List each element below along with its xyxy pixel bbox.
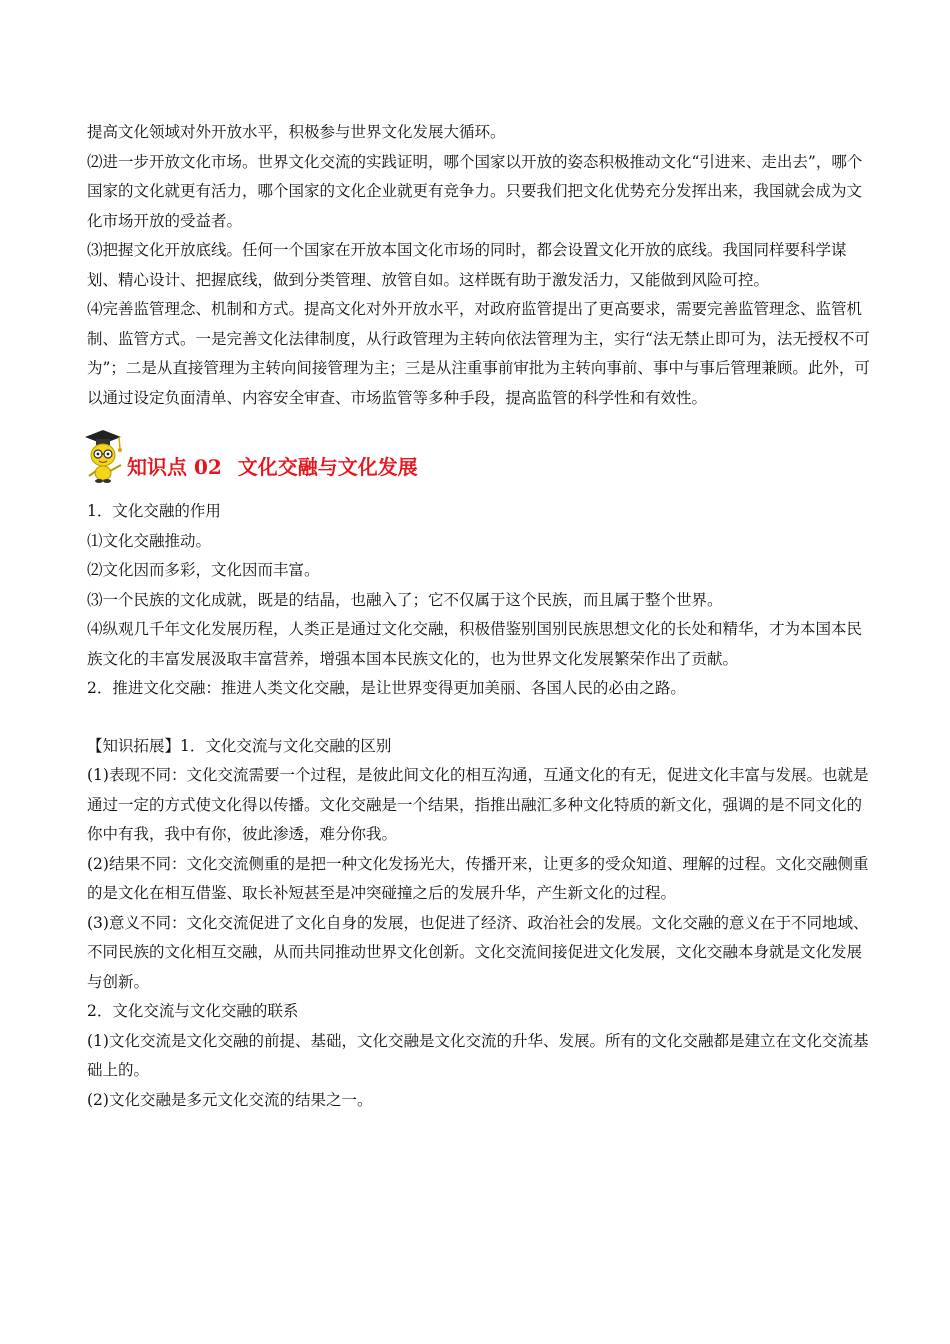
extension-heading (87, 732, 877, 762)
paragraph: 提高文化领域对外开放水平，积极参与世界文化发展大循环。 (87, 123, 506, 141)
extension-label: 【知识拓展】 (87, 736, 181, 755)
paragraph: ⑷完善监管理念、机制和方式。提高文化对外开放水平，对政府监管提出了更高要求，需要完善监管理念、监管机制、监管方式。一是完善文化法律制度，从行政管理为主转向依法管理为主，实行“法无禁止即可为，法无授权不可为”；二是从直接管理为主转向间接管理为主；三是从注重事前审批为主转向事前、事中与事后管理兼顾。此外，可以通过设定负面清单、内容安全审查、市场监管等多种手段，提高监管的科学性和有效性。 (87, 300, 870, 407)
paragraph: ⑶把握文化开放底线。任何一个国家在开放本国文化市场的同时，都会设置文化开放的底线。我国同样要科学谋划、精心设计、把握底线，做到分类管理、放管自如。这样既有助于激发活力，又能做到风险可控。 (87, 241, 847, 289)
knowledge-point-header (87, 427, 877, 497)
section-spacer (87, 704, 877, 732)
document-page (87, 118, 877, 1115)
paragraph: ⑴文化交融推动。 (87, 531, 212, 550)
scholar-mascot-icon (81, 427, 125, 485)
paragraph: ⑶一个民族的文化成就，既是的结晶，也融入了；它不仅属于这个民族，而且属于整个世界。 (87, 590, 723, 609)
paragraph: ⑵文化因而多彩，文化因而丰富。 (87, 561, 320, 579)
paragraph: ⑵进一步开放文化市场。世界文化交流的实践证明，哪个国家以开放的姿态积极推动文化“引进来、走出去”，哪个国家的文化就更有活力，哪个国家的文化企业就更有竞争力。只要我们把文化优势充分发挥出来，我国就会成为文化市场开放的受益者。 (87, 152, 863, 230)
paragraph: 2．文化交流与文化交融的联系 (87, 1002, 299, 1020)
paragraph: (3)意义不同：文化交流促进了文化自身的发展，也促进了经济、政治社会的发展。文化交融的意义在于不同地域、不同民族的文化相互交融，从而共同推动世界文化创新。文化交流间接促进文化发展，文化交融本身就是文化发展与创新。 (87, 913, 869, 991)
paragraph: 1．文化交融的作用 (87, 502, 221, 520)
paragraph: (2)结果不同：文化交流侧重的是把一种文化发扬光大，传播开来，让更多的受众知道、理解的过程。文化交融侧重的是文化在相互借鉴、取长补短甚至是冲突碰撞之后的发展升华，产生新文化的过程。 (87, 854, 869, 902)
knowledge-point-title (127, 453, 418, 481)
knowledge-point-heading: 文化交融与文化发展 (237, 455, 418, 479)
paragraph: 2．推进文化交融：推进人类文化交融，是让世界变得更加美丽、各国人民的必由之路。 (87, 679, 686, 697)
paragraph: (1)表现不同：文化交流需要一个过程，是彼此间文化的相互沟通，互通文化的有无，促进文化丰富与发展。也就是通过一定的方式使文化得以传播。文化交融是一个结果，指推出融汇多种文化特质的新文化，强调的是不同文化的你中有我，我中有你，彼此渗透，难分你我。 (87, 766, 869, 843)
knowledge-point-number: 知识点 02 (127, 455, 222, 479)
paragraph: (2)文化交融是多元文化交流的结果之一。 (87, 1090, 373, 1109)
extension-title: 1．文化交流与文化交融的区别 (180, 736, 392, 755)
paragraph: ⑷纵观几千年文化发展历程，人类正是通过文化交融，积极借鉴别国别民族思想文化的长处和精华，才为本国本民族文化的丰富发展汲取丰富营养，增强本国本民族文化的，也为世界文化发展繁荣作出了贡献。 (87, 620, 863, 668)
paragraph: (1)文化交流是文化交融的前提、基础，文化交融是文化交流的升华、发展。所有的文化交融都是建立在文化交流基础上的。 (87, 1031, 869, 1079)
